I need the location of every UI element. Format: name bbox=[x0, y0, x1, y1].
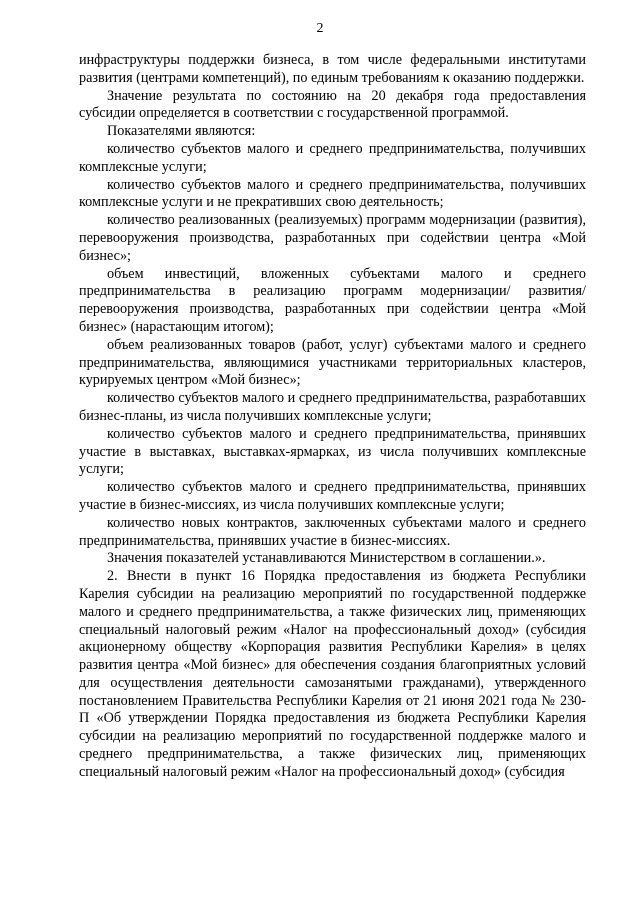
document-paragraph: количество реализованных (реализуемых) программ модернизации (развития), перевооружения производства, разработанных при содействии центра «Мой бизнес»; bbox=[79, 212, 586, 264]
document-paragraph: Значение результата по состоянию на 20 декабря года предоставления субсидии определяется в соответствии с государственной программой. bbox=[79, 87, 586, 122]
document-paragraph: количество субъектов малого и среднего предпринимательства, разработавших бизнес-планы, из числа получивших комплексные услуги; bbox=[79, 390, 586, 424]
document-paragraph: количество субъектов малого и среднего предпринимательства, принявших участие в бизнес-миссиях, из числа получивших комплексные услуги; bbox=[79, 479, 586, 513]
document-paragraph: Значения показателей устанавливаются Министерством в соглашении.». bbox=[107, 550, 546, 567]
document-paragraph: Показателями являются: bbox=[107, 123, 256, 140]
document-paragraph: количество субъектов малого и среднего предпринимательства, получивших комплексные услуги и не прекративших свою деятельность; bbox=[79, 176, 586, 211]
document-paragraph: количество субъектов малого и среднего предпринимательства, принявших участие в выставках, выставках-ярмарках, из числа получивших комплексные услуги; bbox=[79, 425, 586, 478]
document-body bbox=[79, 52, 586, 782]
document-paragraph: инфраструктуры поддержки бизнеса, в том числе федеральными институтами развития (центрами компетенций), по единым требованиям к оказанию поддержки. bbox=[79, 52, 586, 86]
document-paragraph: 2. Внести в пункт 16 Порядка предоставления из бюджета Республики Карелия субсидии на реализацию мероприятий по государственной поддержке малого и среднего предпринимательства, а также физических лиц, применяющих специальный налоговый режим «Налог на профессиональный доход» (субсидия акционерному обществу «Корпорация развития Республики Карелия» в целях развития центра «Мой бизнес» для обеспечения создания благоприятных условий для осуществления деятельности самозанятыми гражданами), утвержденного постановлением Правительства Республики Карелия от 21 июня 2021 года № 230-П «Об утверждении Порядка предоставления из бюджета Республики Карелия субсидии на реализацию мероприятий по государственной поддержке малого и среднего предпринимательства, а также физических лиц, применяющих специальный налоговый режим «Налог на профессиональный доход» (субсидия bbox=[79, 568, 586, 780]
document-paragraph: количество новых контрактов, заключенных субъектами малого и среднего предпринимательства, принявших участие в бизнес-миссиях. bbox=[79, 514, 586, 549]
document-paragraph: объем инвестиций, вложенных субъектами малого и среднего предпринимательства в реализацию программ модернизации/ развития/перевооружения производства, разработанных при содействии центра «Мой бизнес» (нарастающим итогом); bbox=[79, 265, 586, 335]
document-paragraph: объем реализованных товаров (работ, услуг) субъектами малого и среднего предпринимательства, являющимися участниками территориальных кластеров, курируемых центром «Мой бизнес»; bbox=[79, 336, 586, 389]
page-number: 2 bbox=[316, 21, 324, 36]
document-paragraph: количество субъектов малого и среднего предпринимательства, получивших комплексные услуги; bbox=[79, 140, 586, 175]
